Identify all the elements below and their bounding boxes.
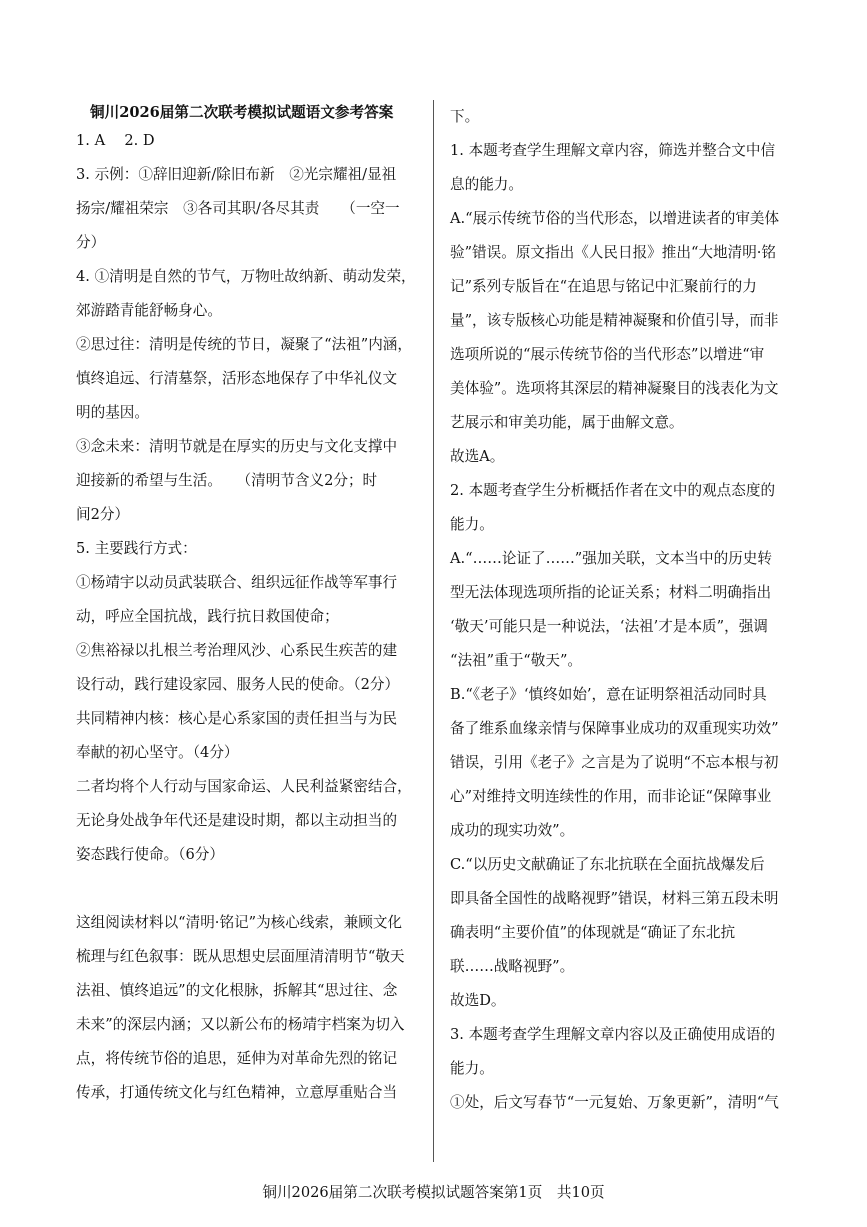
text-line: 郊游踏青能舒畅身心。 [76, 302, 222, 319]
text-line: 3. 示例：①辞旧迎新/除旧布新 ②光宗耀祖/显祖 [76, 166, 397, 183]
text-line: A.“……论证了……”强加关联，文本当中的历史转 [450, 550, 772, 567]
text-line: 1. 本题考查学生理解文章内容，筛选并整合文中信 [450, 142, 776, 159]
document-title: 铜川2026届第二次联考模拟试题语文参考答案 [90, 104, 394, 121]
text-line: 备了维系血缘亲情与保障事业成功的双重现实功效” [450, 720, 779, 737]
text-line: ①杨靖宇以动员武装联合、组织远征作战等军事行 [76, 574, 398, 591]
text-line: 4. ①清明是自然的节气，万物吐故纳新、萌动发荣， [76, 268, 416, 285]
text-line: ②思过往：清明是传统的节日，凝聚了“法祖”内涵， [76, 336, 412, 353]
text-line: 能力。 [450, 1060, 494, 1077]
text-line: 错误，引用《老子》之言是为了说明“不忘本根与初 [450, 754, 779, 771]
text-line: 奉献的初心坚守。（4分） [76, 744, 239, 761]
text-line: 二者均将个人行动与国家命运、人民利益紧密结合， [76, 778, 412, 795]
text-line: 传承，打通传统文化与红色精神，立意厚重贴合当 [76, 1084, 398, 1101]
text-line: ①处，后文写春节“一元复始、万象更新”，清明“气 [450, 1094, 779, 1111]
text-line: 选项所说的“展示传统节俗的当代形态”以增进“审 [450, 346, 765, 363]
text-line: 美体验”。选项将其深层的精神凝聚目的浅表化为文 [450, 380, 779, 397]
text-line: 确表明“主要价值”的体现就是“确证了东北抗 [450, 924, 736, 941]
text-line: 动，呼应全国抗战，践行抗日救国使命； [76, 608, 339, 625]
text-line: B.“《老子》‘慎终如始’，意在证明祭祖活动同时具 [450, 686, 767, 703]
text-line: 艺展示和审美功能，属于曲解文意。 [450, 414, 684, 431]
text-line: 这组阅读材料以“清明·铭记”为核心线索，兼顾文化 [76, 914, 403, 931]
text-line: 姿态践行使命。（6分） [76, 846, 224, 863]
text-line: A.“展示传统节俗的当代形态，以增进读者的审美体 [450, 210, 780, 227]
text-line: 成功的现实功效”。 [450, 822, 575, 839]
text-line: 联……战略视野”。 [450, 958, 575, 975]
text-line: 故选A。 [450, 448, 505, 465]
text-line: 下。 [450, 108, 480, 125]
text-line: 共同精神内核：核心是心系家国的责任担当与为民 [76, 710, 398, 727]
column-divider [433, 100, 434, 1162]
text-line: C.“以历史文献确证了东北抗联在全面抗战爆发后 [450, 856, 765, 873]
text-line: 量”，该专版核心功能是精神凝聚和价值引导，而非 [450, 312, 779, 329]
text-line: ③念未来：清明节就是在厚实的历史与文化支撑中 [76, 438, 398, 455]
text-line: 2. 本题考查学生分析概括作者在文中的观点态度的 [450, 482, 776, 499]
text-line: 梳理与红色叙事：既从思想史层面厘清清明节“敬天 [76, 948, 405, 965]
text-line: 故选D。 [450, 992, 506, 1009]
text-line: 心”对维持文明连续性的作用，而非论证“保障事业 [450, 788, 772, 805]
text-line: 验”错误。原文指出《人民日报》推出“大地清明·铭 [450, 244, 777, 261]
text-line: 未来”的深层内涵；又以新公布的杨靖宇档案为切入 [76, 1016, 405, 1033]
page-footer: 铜川2026届第二次联考模拟试题答案第1页 共10页 [262, 1184, 605, 1201]
text-line: 即具备全国性的战略视野”错误，材料三第五段未明 [450, 890, 779, 907]
text-line: 息的能力。 [450, 176, 523, 193]
text-line: 间2分） [76, 506, 130, 523]
text-line: 迎接新的希望与生活。 （清明节含义2分；时 [76, 472, 378, 489]
text-line: 设行动，践行建设家园、服务人民的使命。（2分） [76, 676, 400, 693]
text-line: 法祖、慎终追远”的文化根脉，拆解其“思过往、念 [76, 982, 398, 999]
text-line: 5. 主要践行方式： [76, 540, 197, 557]
text-line: 型无法体现选项所指的论证关系；材料二明确指出 [450, 584, 772, 601]
text-line: 慎终追远、行清墓祭，活形态地保存了中华礼仪文 [76, 370, 398, 387]
text-line: 记”系列专版旨在“在追思与铭记中汇聚前行的力 [450, 278, 757, 295]
text-line: 扬宗/耀祖荣宗 ③各司其职/各尽其责 （一空一 [76, 200, 400, 217]
text-line: ②焦裕禄以扎根兰考治理风沙、心系民生疾苦的建 [76, 642, 398, 659]
text-line: 点，将传统节俗的追思，延伸为对革命先烈的铭记 [76, 1050, 398, 1067]
text-line: 无论身处战争年代还是建设时期，都以主动担当的 [76, 812, 398, 829]
text-line: 能力。 [450, 516, 494, 533]
text-line: 分） [76, 234, 106, 251]
text-line: 1. A 2. D [76, 132, 155, 149]
text-line: ‘敬天’可能只是一种说法，‘法祖’才是本质”，强调 [450, 618, 768, 635]
text-line: 3. 本题考查学生理解文章内容以及正确使用成语的 [450, 1026, 776, 1043]
text-line: 明的基因。 [76, 404, 149, 421]
text-line: “法祖”重于“敬天”。 [450, 652, 582, 669]
